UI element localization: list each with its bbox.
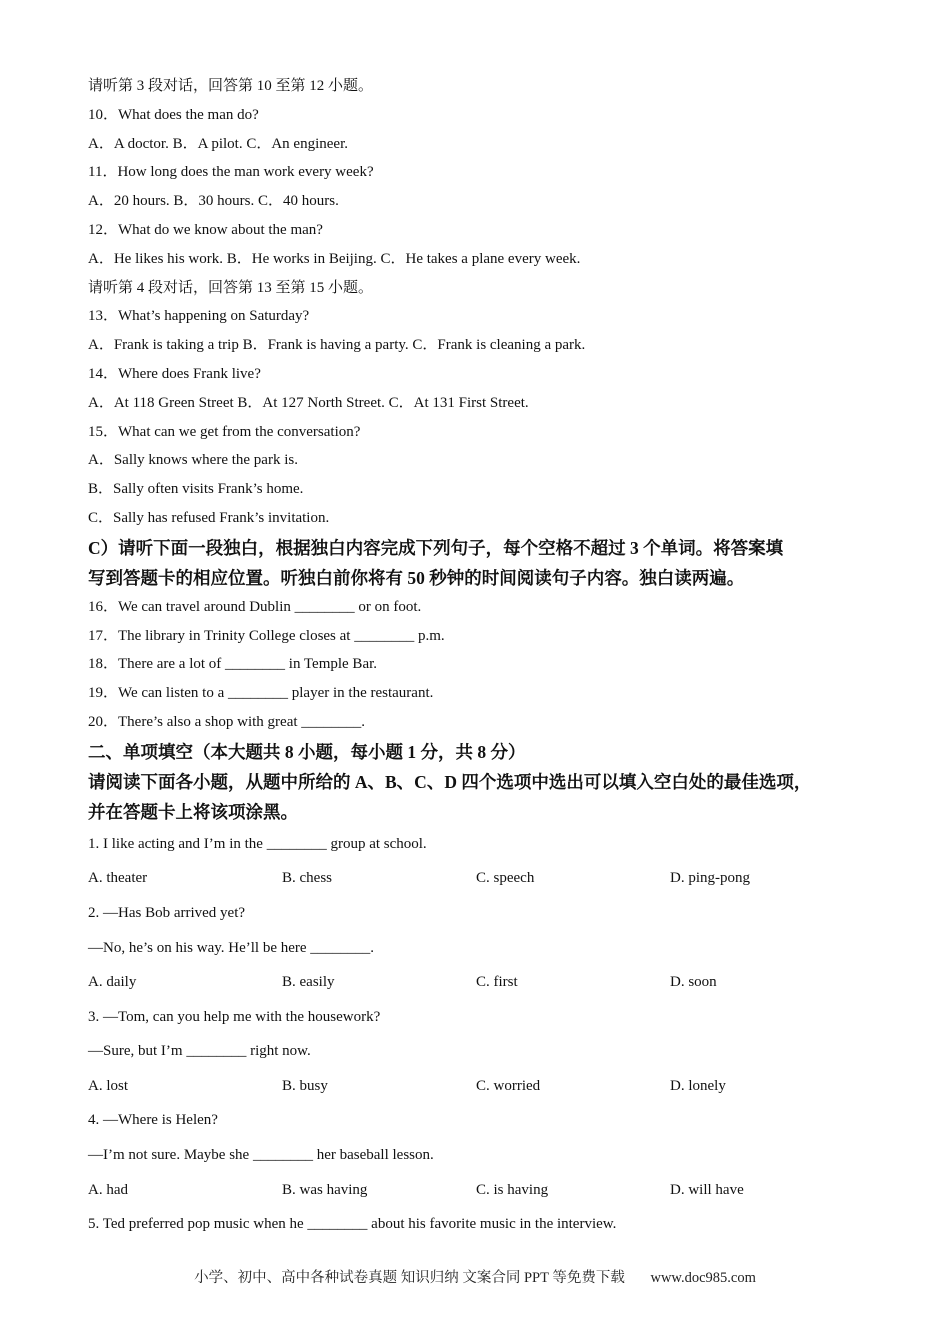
option-d: D. soon bbox=[670, 974, 717, 991]
mc-question-3: 3. —Tom, can you help me with the housework? bbox=[88, 1008, 381, 1025]
mc-question-2-reply: —No, he’s on his way. He’ll be here ________. bbox=[88, 939, 375, 956]
option-b: B. chess bbox=[282, 870, 332, 887]
question-16: 16．We can travel around Dublin ________ or on foot. bbox=[88, 598, 422, 615]
question-15: 15．What can we get from the conversation? bbox=[88, 423, 361, 440]
exam-page bbox=[88, 72, 888, 1242]
question-17: 17．The library in Trinity College closes at ________ p.m. bbox=[88, 627, 445, 644]
option-c: C. worried bbox=[476, 1077, 541, 1094]
question-20: 20．There’s also a shop with great ________. bbox=[88, 713, 366, 730]
option-a: A. had bbox=[88, 1181, 128, 1198]
option-d: D. ping-pong bbox=[670, 870, 750, 887]
question-19: 19．We can listen to a ________ player in the restaurant. bbox=[88, 685, 434, 702]
question-14: 14．Where does Frank live? bbox=[88, 365, 261, 382]
section-c-heading-line-2: 写到答题卡的相应位置。听独白前你将有 50 秒钟的时间阅读句子内容。独白读两遍。 bbox=[88, 567, 745, 588]
option-b: B. busy bbox=[282, 1077, 328, 1094]
mc-question-4-reply: —I’m not sure. Maybe she ________ her baseball lesson. bbox=[88, 1147, 434, 1164]
option-c: C. first bbox=[476, 974, 518, 991]
section-c-heading-line-1: C）请听下面一段独白，根据独白内容完成下列句子，每个空格不超过 3 个单词。将答案填 bbox=[88, 537, 784, 558]
option-a: A. daily bbox=[88, 974, 137, 991]
option-b: B. was having bbox=[282, 1181, 368, 1198]
question-15-option-a: A．Sally knows where the park is. bbox=[88, 452, 298, 469]
mc-question-5: 5. Ted preferred pop music when he ________ about his favorite music in the interview. bbox=[88, 1216, 617, 1233]
question-10: 10．What does the man do? bbox=[88, 106, 259, 123]
question-13: 13．What’s happening on Saturday? bbox=[88, 308, 310, 325]
part-a-instruction-4: 请听第 4 段对话，回答第 13 至第 15 小题。 bbox=[88, 279, 374, 296]
option-c: C. is having bbox=[476, 1181, 549, 1198]
mc-question-4-options bbox=[88, 1173, 888, 1208]
section-2-instruction-line-2: 并在答题卡上将该项涂黑。 bbox=[88, 801, 298, 822]
question-10-options: A．A doctor. B．A pilot. C．An engineer. bbox=[88, 135, 348, 152]
question-15-option-c: C．Sally has refused Frank’s invitation. bbox=[88, 509, 330, 526]
mc-question-4: 4. —Where is Helen? bbox=[88, 1112, 218, 1129]
question-18: 18．There are a lot of ________ in Temple Bar. bbox=[88, 656, 378, 673]
question-12: 12．What do we know about the man? bbox=[88, 221, 323, 238]
option-d: D. lonely bbox=[670, 1077, 726, 1094]
question-13-options: A．Frank is taking a trip B．Frank is having a party. C．Frank is cleaning a park. bbox=[88, 337, 586, 354]
question-11-options: A．20 hours. B．30 hours. C．40 hours. bbox=[88, 193, 339, 210]
question-12-options: A．He likes his work. B．He works in Beijing. C．He takes a plane every week. bbox=[88, 250, 581, 267]
mc-question-2: 2. —Has Bob arrived yet? bbox=[88, 904, 246, 921]
footer-link[interactable]: www.doc985.com bbox=[650, 1270, 756, 1286]
part-a-instruction-3: 请听第 3 段对话，回答第 10 至第 12 小题。 bbox=[88, 78, 374, 94]
question-11: 11．How long does the man work every week? bbox=[88, 164, 374, 181]
mc-question-3-options bbox=[88, 1069, 888, 1104]
mc-question-2-options bbox=[88, 965, 888, 1000]
mc-question-1-options bbox=[88, 861, 888, 896]
page-footer bbox=[0, 1266, 950, 1287]
mc-question-1: 1. I like acting and I’m in the ________ group at school. bbox=[88, 835, 427, 852]
question-15-option-b: B．Sally often visits Frank’s home. bbox=[88, 481, 304, 498]
mc-question-3-reply: —Sure, but I’m ________ right now. bbox=[88, 1043, 311, 1060]
footer-text: 小学、初中、高中各种试卷真题 知识归纳 文案合同 PPT 等免费下载 bbox=[194, 1270, 625, 1286]
question-14-options: A．At 118 Green Street B．At 127 North Street. C．At 131 First Street. bbox=[88, 394, 529, 411]
option-c: C. speech bbox=[476, 870, 535, 887]
option-a: A. lost bbox=[88, 1077, 129, 1094]
option-a: A. theater bbox=[88, 870, 148, 887]
option-d: D. will have bbox=[670, 1181, 744, 1198]
option-b: B. easily bbox=[282, 974, 335, 991]
section-2-instruction-line-1: 请阅读下面各小题，从题中所给的 A、B、C、D 四个选项中选出可以填入空白处的最佳选项， bbox=[88, 771, 812, 792]
section-2-title: 二、单项填空（本大题共 8 小题，每小题 1 分，共 8 分） bbox=[88, 741, 526, 762]
